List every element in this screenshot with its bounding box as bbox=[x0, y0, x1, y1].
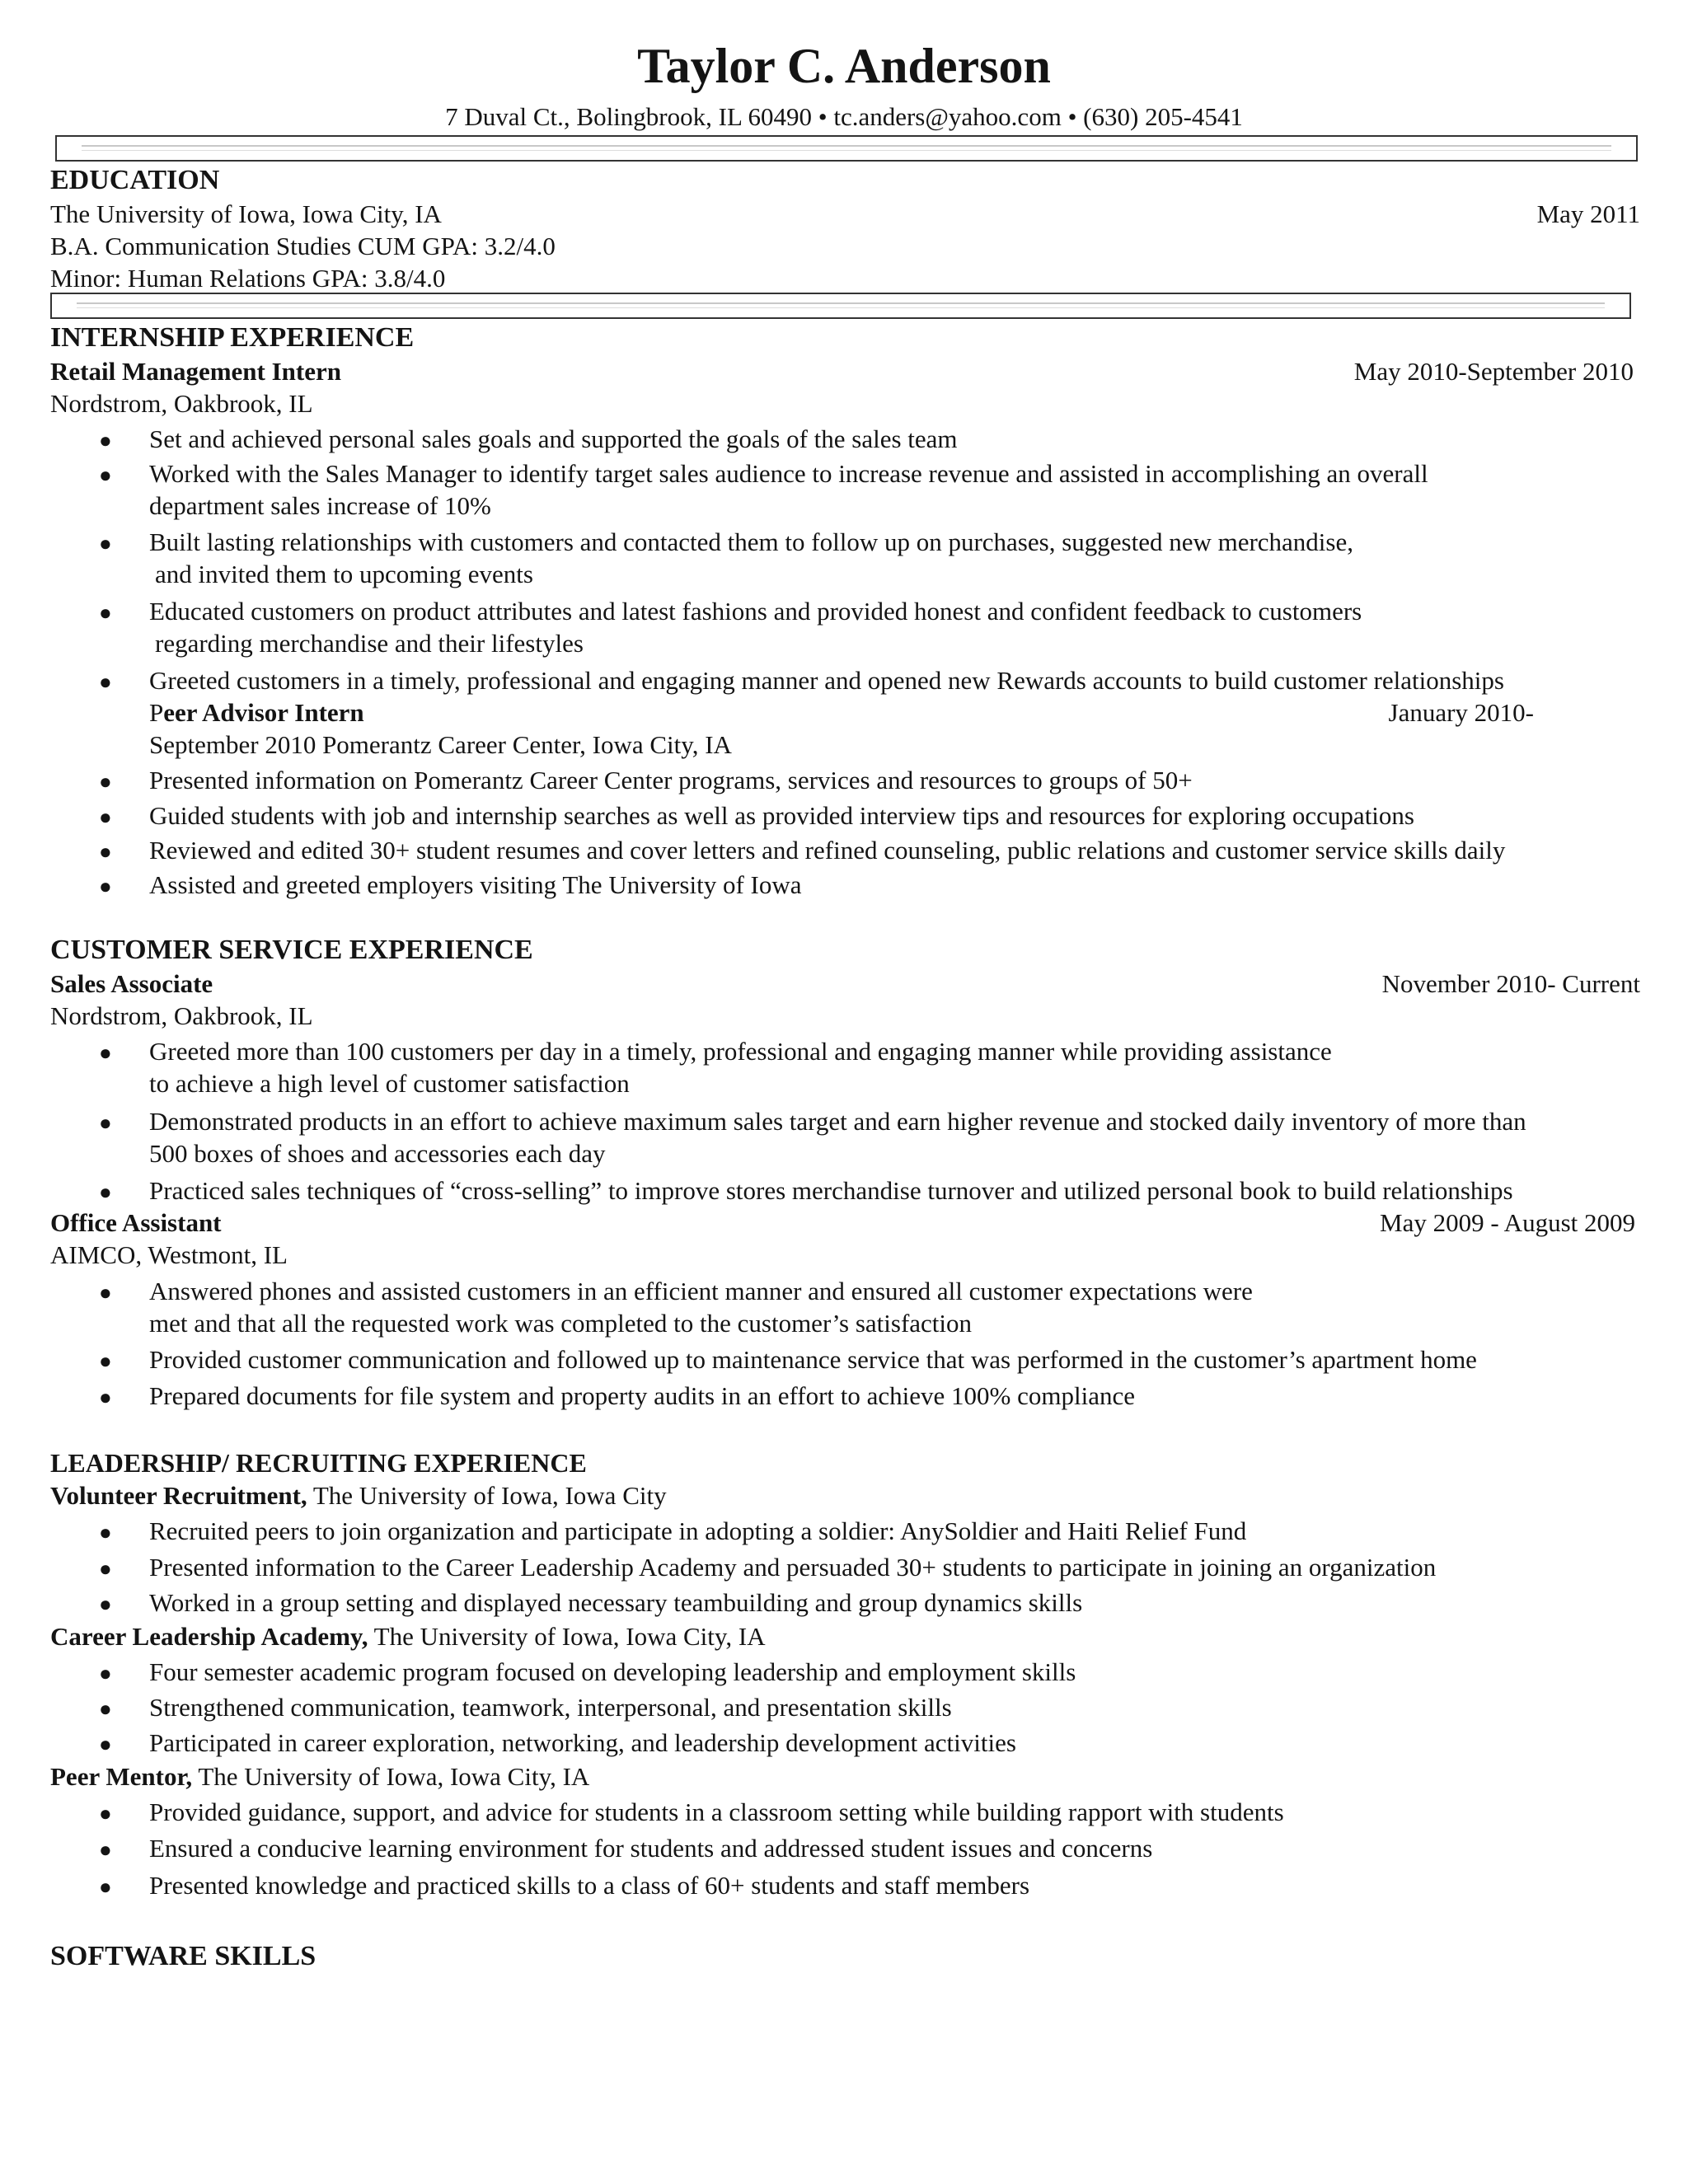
list-bullet: ● bbox=[99, 1521, 112, 1544]
internship-date-1: May 2010-September 2010 bbox=[1353, 357, 1634, 386]
list-item: Presented information to the Career Leadership Academy and persuaded 30+ students to participate in joining an organization bbox=[149, 1553, 1437, 1582]
list-item: Worked with the Sales Manager to identify target sales audience to increase revenue and assisted in accomplishing an overall bbox=[149, 459, 1428, 488]
cs-role-1: Sales Associate bbox=[50, 969, 213, 998]
internship-role-1: Retail Management Intern bbox=[50, 357, 341, 386]
list-item-continuation: 500 boxes of shoes and accessories each day bbox=[149, 1139, 606, 1168]
list-bullet: ● bbox=[99, 1875, 112, 1899]
bullet-separator-1: • bbox=[818, 102, 828, 131]
list-item: Provided customer communication and followed up to maintenance service that was performed in the customer’s apartment home bbox=[149, 1345, 1477, 1374]
list-item: Participated in career exploration, networking, and leadership development activities bbox=[149, 1728, 1016, 1757]
list-bullet: ● bbox=[99, 1838, 112, 1862]
list-item-continuation: and invited them to upcoming events bbox=[155, 560, 533, 588]
role-title: eer Advisor Intern bbox=[163, 698, 364, 727]
list-bullet: ● bbox=[99, 429, 112, 452]
list-item: Ensured a conducive learning environment for students and addressed student issues and concerns bbox=[149, 1834, 1153, 1863]
cs-employer-2: AIMCO, Westmont, IL bbox=[50, 1240, 288, 1269]
header-divider bbox=[55, 135, 1638, 162]
bullet-separator-2: • bbox=[1067, 102, 1077, 131]
education-heading: EDUCATION bbox=[50, 165, 220, 195]
list-item: Worked in a group setting and displayed necessary teambuilding and group dynamics skills bbox=[149, 1588, 1083, 1617]
list-item: Reviewed and edited 30+ student resumes and cover letters and refined counseling, public relations and customer service skills daily bbox=[149, 836, 1506, 865]
role-org: The University of Iowa, Iowa City, IA bbox=[368, 1622, 766, 1651]
list-item: Greeted customers in a timely, professional and engaging manner and opened new Rewards accounts to build customer relationships bbox=[149, 666, 1504, 695]
list-bullet: ● bbox=[99, 670, 112, 694]
list-item: Set and achieved personal sales goals and supported the goals of the sales team bbox=[149, 424, 958, 453]
list-bullet: ● bbox=[99, 805, 112, 829]
list-bullet: ● bbox=[99, 1732, 112, 1756]
list-bullet: ● bbox=[99, 1802, 112, 1825]
list-item: Demonstrated products in an effort to achieve maximum sales target and earn higher revenue and stocked daily inventory of more than bbox=[149, 1107, 1526, 1136]
list-item: Educated customers on product attributes and latest fashions and provided honest and confident feedback to customers bbox=[149, 597, 1362, 626]
list-bullet: ● bbox=[99, 463, 112, 487]
internship-employer-2: September 2010 Pomerantz Career Center, Iowa City, IA bbox=[149, 730, 732, 759]
education-date: May 2011 bbox=[1536, 199, 1640, 228]
list-bullet: ● bbox=[99, 1385, 112, 1409]
address: 7 Duval Ct., Bolingbrook, IL 60490 bbox=[445, 102, 812, 131]
role-org: The University of Iowa, Iowa City bbox=[307, 1481, 667, 1510]
list-bullet: ● bbox=[99, 1661, 112, 1685]
software-heading: SOFTWARE SKILLS bbox=[50, 1941, 316, 1971]
role-title: Peer Mentor, bbox=[50, 1762, 193, 1791]
customer-service-heading: CUSTOMER SERVICE EXPERIENCE bbox=[50, 935, 533, 965]
list-bullet: ● bbox=[99, 770, 112, 794]
list-bullet: ● bbox=[99, 1041, 112, 1065]
list-item: Assisted and greeted employers visiting The University of Iowa bbox=[149, 870, 802, 899]
leadership-heading: LEADERSHIP/ RECRUITING EXPERIENCE bbox=[50, 1448, 587, 1478]
list-bullet: ● bbox=[99, 840, 112, 864]
list-bullet: ● bbox=[99, 1697, 112, 1721]
list-item: Four semester academic program focused on developing leadership and employment skills bbox=[149, 1657, 1076, 1686]
education-degree: B.A. Communication Studies CUM GPA: 3.2/4.0 bbox=[50, 232, 556, 260]
list-item: Guided students with job and internship searches as well as provided interview tips and resources for exploring occupations bbox=[149, 801, 1414, 830]
phone: (630) 205-4541 bbox=[1083, 102, 1243, 131]
internship-heading: INTERNSHIP EXPERIENCE bbox=[50, 322, 415, 353]
cs-role-2: Office Assistant bbox=[50, 1208, 222, 1237]
list-bullet: ● bbox=[99, 601, 112, 625]
list-item: Prepared documents for file system and property audits in an effort to achieve 100% compliance bbox=[149, 1381, 1135, 1410]
list-item: Presented information on Pomerantz Career Center programs, services and resources to groups of 50+ bbox=[149, 766, 1193, 794]
role-title: Career Leadership Academy, bbox=[50, 1622, 368, 1651]
role-org: The University of Iowa, Iowa City, IA bbox=[192, 1762, 590, 1791]
list-item: Presented knowledge and practiced skills to a class of 60+ students and staff members bbox=[149, 1871, 1030, 1900]
cs-employer-1: Nordstrom, Oakbrook, IL bbox=[50, 1001, 313, 1030]
cs-date-2: May 2009 - August 2009 bbox=[1380, 1208, 1635, 1237]
list-bullet: ● bbox=[99, 1349, 112, 1373]
list-item: Greeted more than 100 customers per day in a timely, professional and engaging manner while providing assistance bbox=[149, 1037, 1332, 1066]
list-bullet: ● bbox=[99, 874, 112, 898]
list-item-continuation: department sales increase of 10% bbox=[149, 491, 491, 520]
list-bullet: ● bbox=[99, 532, 112, 555]
leadership-role-2 bbox=[50, 1620, 766, 1653]
list-item: Practiced sales techniques of “cross-selling” to improve stores merchandise turnover and utilized personal book to build relationships bbox=[149, 1176, 1513, 1205]
email: tc.anders@yahoo.com bbox=[833, 102, 1062, 131]
contact-line bbox=[0, 101, 1688, 134]
list-item: Built lasting relationships with customers and contacted them to follow up on purchases, suggested new merchandise, bbox=[149, 527, 1353, 556]
list-item: Strengthened communication, teamwork, interpersonal, and presentation skills bbox=[149, 1693, 952, 1722]
education-divider bbox=[50, 293, 1631, 319]
cs-date-1: November 2010- Current bbox=[1381, 969, 1640, 998]
list-item-continuation: regarding merchandise and their lifestyles bbox=[155, 629, 584, 658]
education-minor: Minor: Human Relations GPA: 3.8/4.0 bbox=[50, 264, 446, 293]
list-bullet: ● bbox=[99, 1281, 112, 1305]
list-item-continuation: to achieve a high level of customer satisfaction bbox=[149, 1069, 630, 1098]
list-bullet: ● bbox=[99, 1111, 112, 1135]
list-bullet: ● bbox=[99, 1557, 112, 1581]
internship-date-2: January 2010- bbox=[1388, 698, 1534, 727]
list-item: Answered phones and assisted customers in an efficient manner and ensured all customer expectations were bbox=[149, 1277, 1253, 1305]
list-bullet: ● bbox=[99, 1592, 112, 1616]
candidate-name: Taylor C. Anderson bbox=[637, 39, 1051, 93]
internship-role-2 bbox=[149, 696, 364, 729]
internship-employer-1: Nordstrom, Oakbrook, IL bbox=[50, 389, 313, 418]
leadership-role-1 bbox=[50, 1479, 667, 1512]
list-item: Recruited peers to join organization and participate in adopting a soldier: AnySoldier and Haiti Relief Fund bbox=[149, 1516, 1247, 1545]
leadership-role-3 bbox=[50, 1760, 589, 1793]
list-item-continuation: met and that all the requested work was completed to the customer’s satisfaction bbox=[149, 1309, 973, 1338]
education-school: The University of Iowa, Iowa City, IA bbox=[50, 199, 442, 228]
role-prefix: P bbox=[149, 698, 164, 727]
list-item: Provided guidance, support, and advice for students in a classroom setting while building rapport with students bbox=[149, 1797, 1284, 1826]
list-bullet: ● bbox=[99, 1180, 112, 1204]
role-title: Volunteer Recruitment, bbox=[50, 1481, 307, 1510]
